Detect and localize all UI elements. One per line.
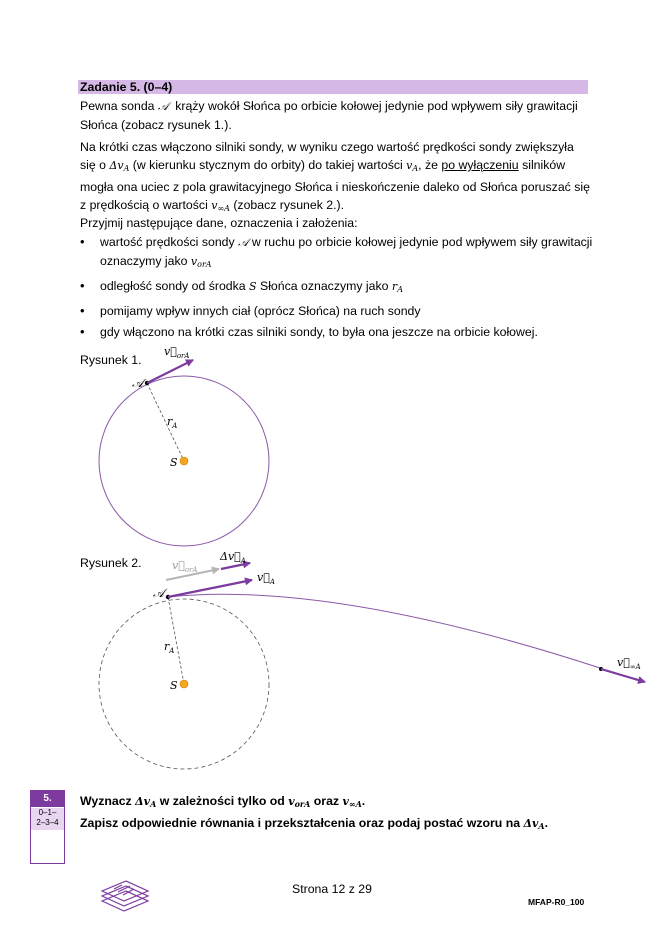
task-header: Zadanie 5. (0–4) bbox=[78, 80, 588, 94]
task-score-box bbox=[30, 790, 65, 864]
label-A: 𝒜 bbox=[132, 376, 144, 390]
list-item: • gdy włączono na krótki czas silniki sondy, to była ona jeszcze na orbicie kołowej. bbox=[80, 323, 600, 341]
list-item: • odległość sondy od środka S Słońca oznaczymy jako $r_A$ bbox=[80, 277, 600, 299]
label-v-orA: $v⃗_{orA}$ bbox=[164, 345, 190, 360]
label-r: $r_A$ bbox=[164, 640, 175, 655]
escape-trajectory bbox=[168, 594, 600, 668]
label-delta-vA: $\Delta v⃗_A$ bbox=[220, 550, 246, 565]
assumptions-intro: Przyjmij następujące dane, oznaczenia i założenia: bbox=[80, 216, 358, 230]
page-number: Strona 12 z 29 bbox=[292, 882, 372, 896]
label-v-inf: $v⃗_{\infty A}$ bbox=[617, 656, 641, 671]
label-S: S bbox=[170, 456, 178, 469]
label-A: 𝒜 bbox=[153, 586, 165, 600]
figure1-caption: Rysunek 1. bbox=[80, 353, 142, 367]
exam-code: MFAP-R0_100 bbox=[528, 897, 585, 907]
label-S: S bbox=[170, 679, 178, 692]
label-vA: $v⃗_A$ bbox=[257, 571, 275, 586]
task-number: 5. bbox=[31, 791, 64, 807]
list-item: • wartość prędkości sondy 𝒜 w ruchu po orbicie kołowej jedynie pod wpływem siły grawitacji oznaczymy jako $v_{orA}$ bbox=[80, 233, 600, 274]
label-r: $r_A$ bbox=[167, 415, 178, 430]
intro-paragraph: Pewna sonda 𝒜 krąży wokół Słońca po orbicie kołowej jedynie pod wpływem siły grawitacji Słońca (zobacz rysunek 1.). bbox=[80, 99, 578, 132]
list-item: • pomijamy wpływ innych ciał (oprócz Słońca) na ruch sondy bbox=[80, 302, 600, 320]
task-points: 0–1– 2–3–4 bbox=[31, 808, 64, 830]
figure2-caption: Rysunek 2. bbox=[80, 556, 142, 570]
instruction: Wyznacz $\Delta v_A$ w zależności tylko od $v_{orA}$ oraz $v_{\infty A}$. Zapisz odpowiednie równania i przekształcenia oraz podaj postać wzoru na $\Delta v_A$. bbox=[80, 794, 549, 831]
label-v-orA: $v⃗_{orA}$ bbox=[172, 559, 198, 574]
engine-paragraph: Na krótki czas włączono silniki sondy, w wyniku czego wartość prędkości sondy zwiększyła się o $\Delta v_A$ (w kierunku stycznym do orbity) do takiej wartości $v_A$, że po wyłączeniu silników mogła ona uciec z pola grawitacyjnego Słońca i nieskończenie daleko od Słońca poruszać się z prędkością o wartości $v_{\infty A}$ (zobacz rysunek 2.). bbox=[80, 140, 590, 213]
radius-line bbox=[168, 597, 184, 684]
sun bbox=[180, 680, 188, 688]
